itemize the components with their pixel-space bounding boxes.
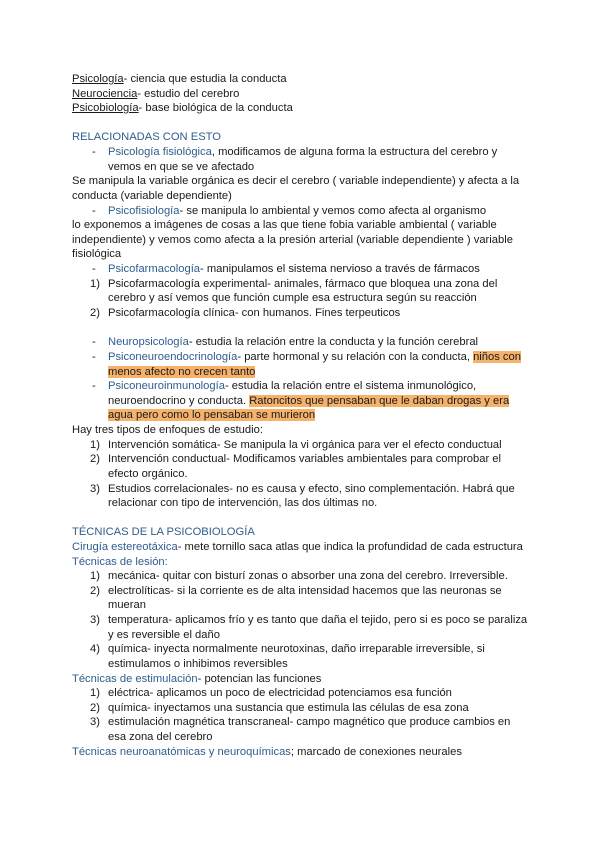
bullet-dash: - (92, 205, 96, 217)
def-psicologia: Psicología- ciencia que estudia la conducta (72, 73, 287, 85)
list-number: 2) (90, 702, 100, 714)
list-item: estimulación magnética transcraneal- campo magnético que produce cambios en (108, 716, 511, 728)
list-number: 1) (90, 687, 100, 699)
item-psiconeuroendocrinologia-cont (108, 365, 255, 380)
list-number: 3) (90, 614, 100, 626)
bullet-dash: - (92, 336, 96, 348)
highlight: niños con (473, 351, 521, 363)
item-psiconeuroendocrinologia: Psiconeuroendocrinología- parte hormonal y su relación con la conducta, niños con (108, 351, 521, 363)
list-item: mecánica- quitar con bisturí zonas o absorber una zona del cerebro. Irreversible. (108, 570, 508, 582)
list-item-cont: estimulamos o inhibimos reversibles (108, 658, 288, 670)
list-item: Intervención conductual- Modificamos variables ambientales para comprobar el (108, 453, 502, 465)
list-item: Estudios correlacionales- no es causa y efecto, sino complementación. Habrá que (108, 483, 515, 495)
item-psiconeuroinmunologia-cont2 (108, 408, 315, 423)
list-item: Psicofarmacología experimental- animales, fármaco que bloquea una zona del (108, 278, 498, 290)
lesion-title: Técnicas de lesión: (72, 556, 168, 568)
list-item: Intervención somática- Se manipula la vi orgánica para ver el efecto conductual (108, 439, 502, 451)
list-item: eléctrica- aplicamos un poco de electricidad potenciamos esa función (108, 687, 452, 699)
item-cirugia: Cirugía estereotáxica- mete tornillo saca atlas que indica la profundidad de cada estructura (72, 541, 523, 553)
neuroanatomicas-line: Técnicas neuroanatómicas y neuroquímicas; marcado de conexiones neurales (72, 746, 462, 758)
list-item-cont: esa zona del cerebro (108, 731, 213, 743)
list-number: 1) (90, 278, 100, 290)
term: Neurociencia (72, 88, 138, 100)
estimulacion-title: Técnicas de estimulación- potencian las funciones (72, 673, 322, 685)
list-item: química- inyectamos una sustancia que estimula las células de esa zona (108, 702, 469, 714)
list-item: Psicofarmacología clínica- con humanos. Fines terpeuticos (108, 307, 401, 319)
highlight: Ratoncitos que pensaban que le daban drogas y era (249, 395, 510, 407)
item-psiconeuroinmunologia: Psiconeuroinmunología- estudia la relación entre el sistema inmunológico, (108, 380, 477, 392)
paragraph-line: fisiológica (72, 248, 122, 260)
paragraph-line: lo exponemos a imágenes de cosas a las que tiene fobia variable ambiental ( variable (72, 219, 497, 231)
term: Psicobiología (72, 102, 139, 114)
bullet-dash: - (92, 146, 96, 158)
def-psicobiologia: Psicobiología- base biológica de la conducta (72, 102, 293, 114)
bullet-dash: - (92, 263, 96, 275)
paragraph-line: Se manipula la variable orgánica es decir el cerebro ( variable independiente) y afecta a la (72, 175, 520, 187)
term: Psicología (72, 73, 124, 85)
bullet-dash: - (92, 380, 96, 392)
list-item: electrolíticas- si la corriente es de alta intensidad hacemos que las neuronas se (108, 585, 502, 597)
list-item-cont: mueran (108, 599, 146, 611)
item-fisiologica-cont: vemos en que se ve afectado (108, 161, 255, 173)
item-psiconeuroinmunologia-cont: neuroendocrino y conducta. Ratoncitos que pensaban que le daban drogas y era (108, 395, 510, 407)
list-number: 4) (90, 643, 100, 655)
item-psicofarmacologia: Psicofarmacología- manipulamos el sistema nervioso a través de fármacos (108, 263, 480, 275)
list-number: 1) (90, 439, 100, 451)
enfoques-intro: Hay tres tipos de enfoques de estudio: (72, 424, 263, 436)
list-item: química- inyecta normalmente neurotoxinas, daño irreparable irreversible, si (108, 643, 485, 655)
list-item-cont: efecto orgánico. (108, 468, 188, 480)
highlight: agua pero como lo pensaban se murieron (108, 409, 316, 421)
list-number: 2) (90, 585, 100, 597)
section-title-tecnicas: TÉCNICAS DE LA PSICOBIOLOGÍA (72, 526, 255, 538)
list-item-cont: relacionar con tipo de intervención, las dos últimas no. (108, 497, 378, 509)
list-item-cont: y es reversible el daño (108, 629, 220, 641)
paragraph-line: conducta (variable dependiente) (72, 190, 232, 202)
section-title-relacionadas: RELACIONADAS CON ESTO (72, 131, 221, 143)
paragraph-line: independiente) y vemos como afecta a la presión arterial (variable dependiente ) variable (72, 234, 513, 246)
bullet-dash: - (92, 351, 96, 363)
list-item-cont: cerebro y así vemos que función cumple esa estructura según su reacción (108, 292, 477, 304)
list-number: 3) (90, 483, 100, 495)
item-fisiologica: Psicología fisiológica, modificamos de alguna forma la estructura del cerebro y (108, 146, 498, 158)
list-item: temperatura- aplicamos frío y es tanto que daña el tejido, pero si es poco se paraliza (108, 614, 528, 626)
list-number: 1) (90, 570, 100, 582)
highlight: menos afecto no crecen tanto (108, 366, 256, 378)
list-number: 2) (90, 453, 100, 465)
list-number: 2) (90, 307, 100, 319)
def-neurociencia: Neurociencia- estudio del cerebro (72, 88, 240, 100)
item-neuropsicologia: Neuropsicología- estudia la relación entre la conducta y la función cerebral (108, 336, 479, 348)
list-number: 3) (90, 716, 100, 728)
item-psicofisiologia: Psicofisiología- se manipula lo ambiental y vemos como afecta al organismo (108, 205, 487, 217)
